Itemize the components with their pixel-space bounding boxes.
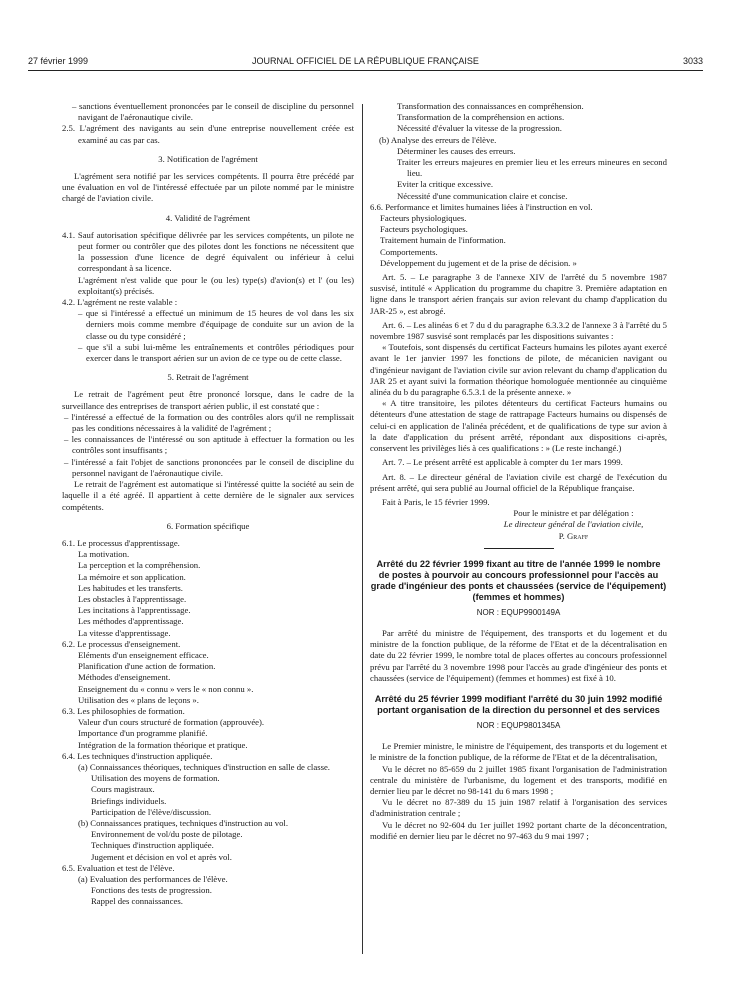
header-rule xyxy=(28,70,703,71)
list-item: Déterminer les causes des erreurs. xyxy=(397,145,516,156)
article: Art. 8. – Le directeur général de l'aviation civile est chargé de l'exécution du présent arrêté, qui sera publié au Journal officiel de la République française. xyxy=(370,471,667,493)
quotation: « A titre transitoire, les pilotes détenteurs du certificat Facteurs humains ou détenteurs d'une attestation de stage de rattrapage Facteurs humains ou dispensés de celui-ci en application de l'alinéa précédent, et de qualifications de type sur avion à la date d'application du présent arrêté, répondant aux dispositions ci-après, conservent les privilèges liés à ces qualifications : » (Le reste inchangé.) xyxy=(370,398,667,454)
paragraph: 2.5. L'agrément des navigants au sein d'une entreprise nouvellement créée est examiné au cas par cas. xyxy=(62,123,354,145)
list-item: Fonctions des tests de progression. xyxy=(91,885,212,896)
list-item: Eviter la critique excessive. xyxy=(397,179,494,190)
separator xyxy=(484,548,554,549)
list-item: Nécessité d'évaluer la vitesse de la progression. xyxy=(397,123,562,134)
list-item: – que s'il a subi lui-même les entraînements et contrôles périodiques pour exercer dans le transport aérien sur un avion de ce type ou de cette classe. xyxy=(78,341,354,364)
section-heading: 5. Retrait de l'agrément xyxy=(167,372,249,383)
list-item: – l'intéressé a fait l'objet de sanctions prononcées par le conseil de discipline du personnel navigant de l'aéronautique civile. xyxy=(64,456,354,478)
list-item: Valeur d'un cours structuré de formation (approuvée). xyxy=(78,717,265,728)
list-item: (b) Analyse des erreurs de l'élève. xyxy=(379,134,497,145)
paragraph: Par arrêté du ministre de l'équipement, des transports et du logement et du ministre de la fonction publique, de la réforme de l'Etat et de la décentralisation en date du 22 février 1999, le nombre total de places offertes au concours professionnel prévu par l'arrêté du 3 novembre 1998 pour l'accès au grade d'ingénieur des ponts et chaussées (service de l'équipement) (femmes et hommes) est fixé à 10. xyxy=(370,627,667,683)
list-item: Environnement de vol/du poste de pilotage. xyxy=(91,829,243,840)
list-item: La motivation. xyxy=(78,549,130,560)
decree-title: Arrêté du 25 février 1999 modifiant l'arrêté du 30 juin 1992 modifié portant organisation de la direction du personnel et des services xyxy=(374,693,663,715)
list-item: Développement du jugement et de la prise de décision. » xyxy=(380,257,577,268)
list-item: Intégration de la formation théorique et pratique. xyxy=(78,739,248,750)
paragraph: Le retrait de l'agrément est automatique si l'intéressé quitte la société au sein de laquelle il a été agréé. Il appartient à cette dernière de le signaler aux services compétents. xyxy=(62,479,354,512)
list-item: Briefings individuels. xyxy=(91,795,167,806)
signatory: P. Graff xyxy=(558,530,589,541)
list-item: La mémoire et son application. xyxy=(78,571,186,582)
left-column xyxy=(62,101,354,908)
list-item: – que si l'intéressé a effectué un minimum de 15 heures de vol dans les six derniers mois comme membre d'équipage de conduite sur un avion de la classe ou du type considéré ; xyxy=(78,308,354,341)
list-item: Participation de l'élève/discussion. xyxy=(91,806,212,817)
subsection-heading: 6.1. Le processus d'apprentissage. xyxy=(62,537,180,548)
list-item: – les connaissances de l'intéressé ou son aptitude à effectuer la formation ou les contrôles sont insuffisants ; xyxy=(64,434,354,456)
subsection-heading: 6.4. Les techniques d'instruction appliquée. xyxy=(62,750,213,761)
list-item: Transformation des connaissances en compréhension. xyxy=(397,101,584,111)
section-heading: 3. Notification de l'agrément xyxy=(158,153,258,164)
list-item: (a) Connaissances théoriques, techniques d'instruction en salle de classe. xyxy=(78,761,330,772)
paragraph: L'agrément n'est valide que pour le (ou les) type(s) d'avion(s) et l' (ou les) exploitant(s) précisés. xyxy=(78,274,354,296)
list-item: (b) Connaissances pratiques, techniques d'instruction au vol. xyxy=(78,817,289,828)
list-item: La vitesse d'apprentissage. xyxy=(78,627,171,638)
column-divider xyxy=(362,104,363,954)
list-item: Facteurs psychologiques. xyxy=(380,224,468,235)
signature-title: Le directeur général de l'aviation civile, xyxy=(503,519,644,530)
subsection-heading: 6.2. Le processus d'enseignement. xyxy=(62,638,181,649)
right-column xyxy=(370,101,667,842)
article: Art. 6. – Les alinéas 6 et 7 du d du paragraphe 6.3.3.2 de l'annexe 3 à l'arrêté du 5 novembre 1987 susvisé sont remplacés par les dispositions suivantes : xyxy=(370,319,667,342)
paragraph: Vu le décret no 85-659 du 2 juillet 1985 fixant l'organisation de l'administration centrale du ministère de l'urbanisme, du logement et des transports, modifié en dernier lieu par le décret no 98-141 du 6 mars 1998 ; xyxy=(370,763,667,796)
article: Art. 5. – Le paragraphe 3 de l'annexe XIV de l'arrêté du 5 novembre 1987 susvisé, intitulé « Application du programme du chapitre 3. Première adaptation en ligne dans le transport aérien français sur avion relevant du champ d'application du JAR-25 », est abrogé. xyxy=(370,272,667,316)
list-item: – l'intéressé a effectué de la formation ou des contrôles alors qu'il ne remplissait pas les conditions nécessaires à la validité de l'agrément ; xyxy=(64,411,354,434)
page-number: 3033 xyxy=(682,56,703,66)
paragraph: L'agrément sera notifié par les services compétents. Il pourra être précédé par une évaluation en vol de l'intéressé effectuée par un pilote nommé par le ministre chargé de l'aviation civile. xyxy=(62,171,354,204)
list-item: La perception et la compréhension. xyxy=(78,560,201,571)
list-item: Eléments d'un enseignement efficace. xyxy=(78,649,209,660)
paragraph: Vu le décret no 87-389 du 15 juin 1987 relatif à l'organisation des services d'administration centrale ; xyxy=(370,797,667,819)
paragraph: Le retrait de l'agrément peut être prononcé lorsque, dans le cadre de la surveillance des entreprises de transport aérien public, il est constaté que : xyxy=(62,389,354,411)
subsection-heading: 6.3. Les philosophies de formation. xyxy=(62,705,185,716)
signature-line: Pour le ministre et par délégation : xyxy=(513,508,634,519)
nor-reference: NOR : EQUP9900149A xyxy=(476,607,561,617)
list-item: Transformation de la compréhension en actions. xyxy=(397,112,565,123)
list-item: Techniques d'instruction appliquée. xyxy=(91,840,214,851)
article: Art. 7. – Le présent arrêté est applicable à compter du 1er mars 1999. xyxy=(382,457,623,468)
header-date: 27 février 1999 xyxy=(28,56,89,66)
list-item: Facteurs physiologiques. xyxy=(380,213,467,224)
list-item: Jugement et décision en vol et après vol. xyxy=(91,851,232,862)
list-item: Rappel des connaissances. xyxy=(91,896,183,907)
list-item: Traiter les erreurs majeures en premier lieu et les erreurs mineures en second lieu. xyxy=(397,157,667,179)
list-item: Comportements. xyxy=(380,246,438,257)
nor-reference: NOR : EQUP9801345A xyxy=(476,720,561,730)
decree-title: Arrêté du 22 février 1999 fixant au titre de l'année 1999 le nombre de postes à pourvoir au concours professionnel pour l'accès au grade d'ingénieur des ponts et chaussées (service de l'équipement) (femmes et hommes) xyxy=(370,558,667,602)
signature-date: Fait à Paris, le 15 février 1999. xyxy=(382,496,490,507)
quotation: « Toutefois, sont dispensés du certificat Facteurs humains les pilotes ayant exercé avant le 1er janvier 1997 les fonctions de pilote, de mécanicien navigant ou d'ingénieur navigant de l'aviation civile sur avion relevant du champ d'application du JAR 25 et ayant suivi la formation théorique homologuée mentionnée au cinquième alinéa du b du paragraphe 6.5.3.1 de la présente annexe. » xyxy=(370,342,667,398)
list-item: Méthodes d'enseignement. xyxy=(78,672,171,683)
paragraph: 4.1. Sauf autorisation spécifique délivrée par les services compétents, un pilote ne peut former ou contrôler que des pilotes dont les fonctions ne nécessitent que la possession d'une licence de degré équivalent ou inférieur à celui correspondant à sa licence. xyxy=(62,229,354,274)
paragraph: Le Premier ministre, le ministre de l'équipement, des transports et du logement et le ministre de la fonction publique, de la réforme de l'Etat et de la décentralisation, xyxy=(370,741,667,763)
list-item: Les méthodes d'apprentissage. xyxy=(78,616,184,627)
list-item: Cours magistraux. xyxy=(91,784,155,795)
journal-title: JOURNAL OFFICIEL DE LA RÉPUBLIQUE FRANÇAISE xyxy=(252,56,479,66)
list-item: (a) Evaluation des performances de l'élève. xyxy=(78,874,228,884)
section-heading: 4. Validité de l'agrément xyxy=(165,212,251,223)
page-header xyxy=(28,56,703,70)
list-item: Les obstacles à l'apprentissage. xyxy=(78,593,187,604)
paragraph: Vu le décret no 92-604 du 1er juillet 1992 portant charte de la déconcentration, modifié en dernier lieu par le décret no 97-463 du 9 mai 1997 ; xyxy=(370,819,667,841)
paragraph: 4.2. L'agrément ne reste valable : xyxy=(62,297,178,308)
paragraph: – sanctions éventuellement prononcées par le conseil de discipline du personnel navigant de l'aéronautique civile. xyxy=(72,101,354,123)
list-item: Traitement humain de l'information. xyxy=(380,235,506,246)
list-item: Nécessité d'une communication claire et concise. xyxy=(397,190,568,201)
subsection-heading: 6.5. Evaluation et test de l'élève. xyxy=(62,862,175,873)
list-item: Utilisation des « plans de leçons ». xyxy=(78,694,199,705)
subsection-heading: 6.6. Performance et limites humaines liées à l'instruction en vol. xyxy=(370,201,593,212)
list-item: Importance d'un programme planifié. xyxy=(78,728,208,739)
list-item: Utilisation des moyens de formation. xyxy=(91,773,220,784)
list-item: Les incitations à l'apprentissage. xyxy=(78,605,191,616)
list-item: Planification d'une action de formation. xyxy=(78,661,216,672)
list-item: Enseignement du « connu » vers le « non connu ». xyxy=(78,683,254,694)
list-item: Les habitudes et les transferts. xyxy=(78,582,183,593)
section-heading: 6. Formation spécifique xyxy=(166,520,250,531)
